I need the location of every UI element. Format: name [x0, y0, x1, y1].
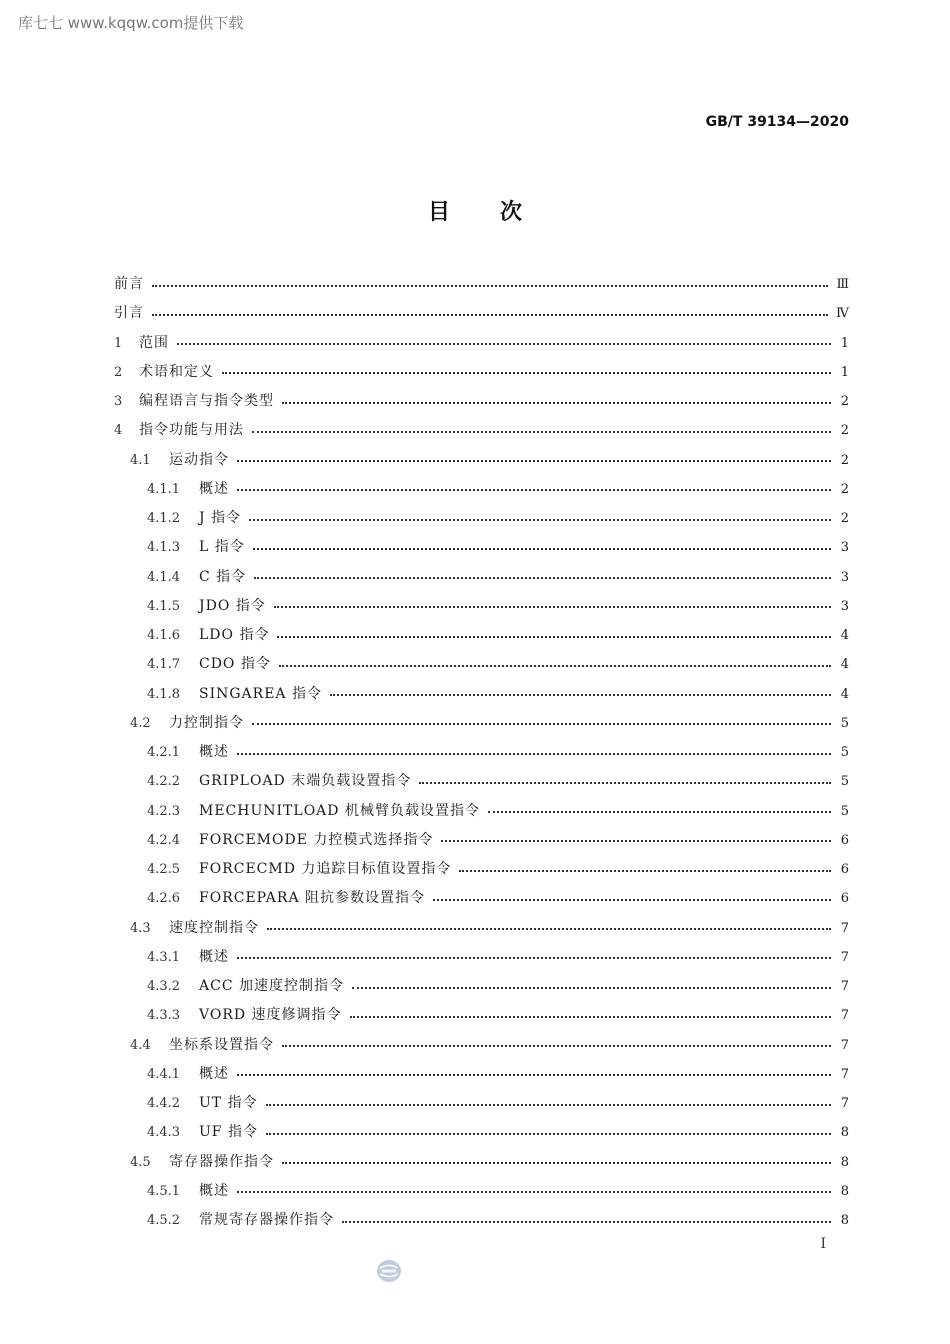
toc-entry[interactable] — [114, 680, 849, 709]
toc-entry-label: MECHUNITLOAD 机械臂负载设置指令 — [199, 802, 480, 819]
toc-entry[interactable] — [114, 855, 849, 884]
toc-entry-page: 6 — [840, 862, 849, 877]
toc-entry-number: 4 — [114, 423, 123, 439]
toc-entry-number: 3 — [114, 394, 123, 409]
dot-leader — [237, 1191, 831, 1193]
toc-entry-page: 2 — [840, 394, 849, 409]
toc-entry[interactable] — [114, 1060, 849, 1089]
toc-entry-label: 指令功能与用法 — [139, 422, 244, 439]
dot-leader — [249, 519, 831, 521]
toc-entry-label: L 指令 — [199, 539, 245, 556]
toc-entry-number: 4.5.2 — [147, 1213, 181, 1228]
toc-entry-page: 5 — [840, 803, 849, 819]
toc-entry-page: 7 — [840, 979, 849, 994]
dot-leader — [237, 957, 831, 959]
sac-logo-icon — [376, 1259, 402, 1283]
toc-entry[interactable] — [114, 826, 849, 855]
toc-entry[interactable] — [114, 914, 849, 943]
toc-entry[interactable] — [114, 504, 849, 533]
dot-leader — [253, 548, 831, 550]
toc-entry-page: 4 — [840, 686, 849, 702]
toc-entry-number: 4.1.8 — [147, 686, 181, 702]
toc-entry-page: 5 — [840, 745, 849, 760]
toc-entry-label: UT 指令 — [199, 1095, 258, 1111]
toc-entry-page: 2 — [840, 481, 849, 497]
toc-entry-label: VORD 速度修调指令 — [199, 1007, 342, 1024]
toc-entry-label: GRIPLOAD 末端负载设置指令 — [199, 773, 412, 790]
toc-entry-label: 概述 — [199, 1065, 229, 1082]
toc-entry-number: 4.1.2 — [147, 511, 181, 526]
dot-leader — [441, 840, 831, 842]
toc-entry-number: 4.4.2 — [147, 1096, 181, 1111]
dot-leader — [152, 285, 828, 287]
toc-entry-label: 概述 — [199, 948, 229, 965]
dot-leader — [350, 1016, 831, 1018]
toc-entry-label: FORCEMODE 力控模式选择指令 — [199, 831, 434, 848]
toc-entry[interactable] — [114, 592, 849, 621]
toc-entry-label: CDO 指令 — [199, 656, 271, 673]
toc-entry-number: 4.2.2 — [147, 774, 181, 790]
toc-entry[interactable] — [114, 1089, 849, 1118]
toc-entry-label: UF 指令 — [199, 1124, 258, 1141]
toc-entry-number: 4.1.3 — [147, 540, 181, 556]
toc-entry[interactable] — [114, 1177, 849, 1206]
toc-entry-label: 前言 — [114, 276, 144, 292]
page-folio: I — [820, 1236, 826, 1252]
toc-entry[interactable] — [114, 884, 849, 913]
page-title: 目次 — [427, 200, 572, 225]
toc-entry[interactable] — [114, 270, 849, 299]
dot-leader — [177, 343, 831, 345]
toc-entry-number: 4.2.4 — [147, 832, 181, 848]
toc-entry-number: 2 — [114, 364, 123, 380]
dot-leader — [237, 460, 831, 462]
toc-entry[interactable] — [114, 475, 849, 504]
toc-entry-page: 7 — [840, 1066, 849, 1082]
toc-entry[interactable] — [114, 709, 849, 738]
watermark-text: 库七七 www.kqqw.com提供下载 — [18, 14, 244, 32]
toc-entry-label: 范围 — [139, 334, 169, 351]
table-of-contents — [114, 270, 849, 1235]
toc-entry-page: 3 — [840, 598, 849, 614]
toc-entry-page: 7 — [840, 949, 849, 965]
toc-entry-label: LDO 指令 — [199, 627, 270, 643]
toc-entry-label: 速度控制指令 — [169, 919, 259, 936]
dot-leader — [237, 753, 831, 755]
dot-leader — [222, 372, 831, 374]
toc-entry-number: 4.1.6 — [147, 628, 181, 643]
toc-entry-page: 2 — [840, 511, 849, 526]
dot-leader — [152, 314, 828, 316]
toc-entry-label: C 指令 — [199, 568, 247, 585]
toc-entry-label: 寄存器操作指令 — [169, 1153, 274, 1170]
dot-leader — [459, 870, 831, 872]
toc-entry-number: 4.2.1 — [147, 745, 181, 760]
standard-code: GB/T 39134—2020 — [705, 114, 849, 130]
dot-leader — [330, 694, 831, 696]
toc-entry-page: 7 — [840, 1037, 849, 1053]
toc-entry[interactable] — [114, 797, 849, 826]
dot-leader — [274, 606, 831, 608]
toc-entry-page: 3 — [840, 540, 849, 556]
toc-entry-page: 8 — [840, 1183, 849, 1199]
toc-entry-label: 编程语言与指令类型 — [139, 393, 274, 409]
toc-entry[interactable] — [114, 1031, 849, 1060]
toc-entry-number: 4.3 — [130, 920, 151, 936]
toc-entry-label: 术语和定义 — [139, 363, 214, 380]
dot-leader — [254, 577, 831, 579]
toc-entry[interactable] — [114, 972, 849, 1001]
toc-entry-label: SINGAREA 指令 — [199, 685, 322, 702]
toc-entry[interactable] — [114, 358, 849, 387]
toc-entry[interactable] — [114, 533, 849, 562]
toc-entry[interactable] — [114, 446, 849, 475]
toc-entry-page: 7 — [840, 920, 849, 936]
toc-entry[interactable] — [114, 387, 849, 416]
toc-entry-label: 坐标系设置指令 — [169, 1036, 274, 1053]
toc-entry-number: 4.4.3 — [147, 1125, 181, 1141]
toc-entry-page: 4 — [840, 628, 849, 643]
dot-leader — [419, 782, 831, 784]
toc-entry-page: 2 — [840, 452, 849, 468]
dot-leader — [282, 1045, 831, 1047]
toc-entry-page: 8 — [840, 1213, 849, 1228]
toc-entry-label: 力控制指令 — [169, 714, 244, 731]
toc-entry-label: JDO 指令 — [199, 597, 266, 614]
toc-entry-label: ACC 加速度控制指令 — [199, 978, 344, 994]
dot-leader — [266, 1133, 831, 1135]
toc-entry-label: 概述 — [199, 744, 229, 760]
dot-leader — [282, 1162, 831, 1164]
toc-entry-page: 8 — [840, 1125, 849, 1141]
toc-entry-number: 4.4.1 — [147, 1066, 181, 1082]
dot-leader — [267, 928, 831, 930]
toc-entry-label: FORCECMD 力追踪目标值设置指令 — [199, 861, 452, 877]
toc-entry-label: 概述 — [199, 1182, 229, 1199]
dot-leader — [488, 811, 831, 813]
toc-entry-number: 4.3.1 — [147, 949, 181, 965]
toc-entry-page: 8 — [840, 1154, 849, 1170]
toc-entry-number: 4.2.3 — [147, 803, 181, 819]
dot-leader — [433, 899, 831, 901]
toc-entry-number: 4.5 — [130, 1154, 151, 1170]
dot-leader — [266, 1104, 831, 1106]
toc-entry[interactable] — [114, 738, 849, 767]
toc-entry-label: 概述 — [199, 480, 229, 497]
toc-entry[interactable] — [114, 1118, 849, 1147]
toc-entry[interactable] — [114, 416, 849, 445]
dot-leader — [342, 1221, 831, 1223]
toc-entry[interactable] — [114, 1001, 849, 1030]
toc-entry-page: 6 — [840, 891, 849, 907]
toc-entry-page: 1 — [840, 364, 849, 380]
toc-entry[interactable] — [114, 299, 849, 328]
toc-entry[interactable] — [114, 943, 849, 972]
toc-entry-page: 2 — [840, 423, 849, 439]
toc-entry-page: Ⅲ — [836, 277, 849, 292]
toc-entry-page: 1 — [840, 335, 849, 351]
toc-entry-page: Ⅳ — [836, 306, 849, 322]
toc-entry-number: 4.3.2 — [147, 979, 181, 994]
dot-leader — [237, 1074, 831, 1076]
dot-leader — [237, 489, 831, 491]
toc-entry-page: 3 — [840, 569, 849, 585]
dot-leader — [352, 987, 831, 989]
toc-entry-number: 4.1.1 — [147, 481, 181, 497]
toc-entry[interactable] — [114, 1206, 849, 1235]
toc-entry-number: 4.2.5 — [147, 862, 181, 877]
dot-leader — [252, 431, 831, 433]
toc-entry-number: 4.4 — [130, 1037, 151, 1053]
toc-entry-label: 引言 — [114, 305, 144, 322]
toc-entry-page: 7 — [840, 1096, 849, 1111]
dot-leader — [282, 402, 831, 404]
toc-entry-page: 5 — [840, 715, 849, 731]
dot-leader — [252, 723, 831, 725]
toc-entry-page: 5 — [840, 774, 849, 790]
toc-entry-page: 7 — [840, 1008, 849, 1024]
toc-entry-number: 4.5.1 — [147, 1183, 181, 1199]
toc-entry[interactable] — [114, 329, 849, 358]
toc-entry-number: 4.2 — [130, 715, 151, 731]
dot-leader — [277, 636, 831, 638]
toc-entry-number: 1 — [114, 335, 123, 351]
toc-entry-label: 常规寄存器操作指令 — [199, 1212, 334, 1228]
toc-entry[interactable] — [114, 767, 849, 796]
toc-entry-label: FORCEPARA 阻抗参数设置指令 — [199, 890, 426, 907]
toc-entry[interactable] — [114, 650, 849, 679]
toc-entry-number: 4.2.6 — [147, 891, 181, 907]
toc-entry-number: 4.3.3 — [147, 1008, 181, 1024]
toc-entry[interactable] — [114, 1148, 849, 1177]
toc-entry-label: 运动指令 — [169, 451, 229, 468]
toc-entry-number: 4.1 — [130, 452, 151, 468]
toc-entry-page: 4 — [840, 657, 849, 673]
toc-entry-number: 4.1.5 — [147, 598, 181, 614]
toc-entry-number: 4.1.4 — [147, 569, 181, 585]
toc-entry[interactable] — [114, 621, 849, 650]
toc-entry[interactable] — [114, 563, 849, 592]
toc-entry-page: 6 — [840, 832, 849, 848]
toc-entry-number: 4.1.7 — [147, 657, 181, 673]
toc-entry-label: J 指令 — [199, 510, 242, 526]
dot-leader — [279, 665, 831, 667]
